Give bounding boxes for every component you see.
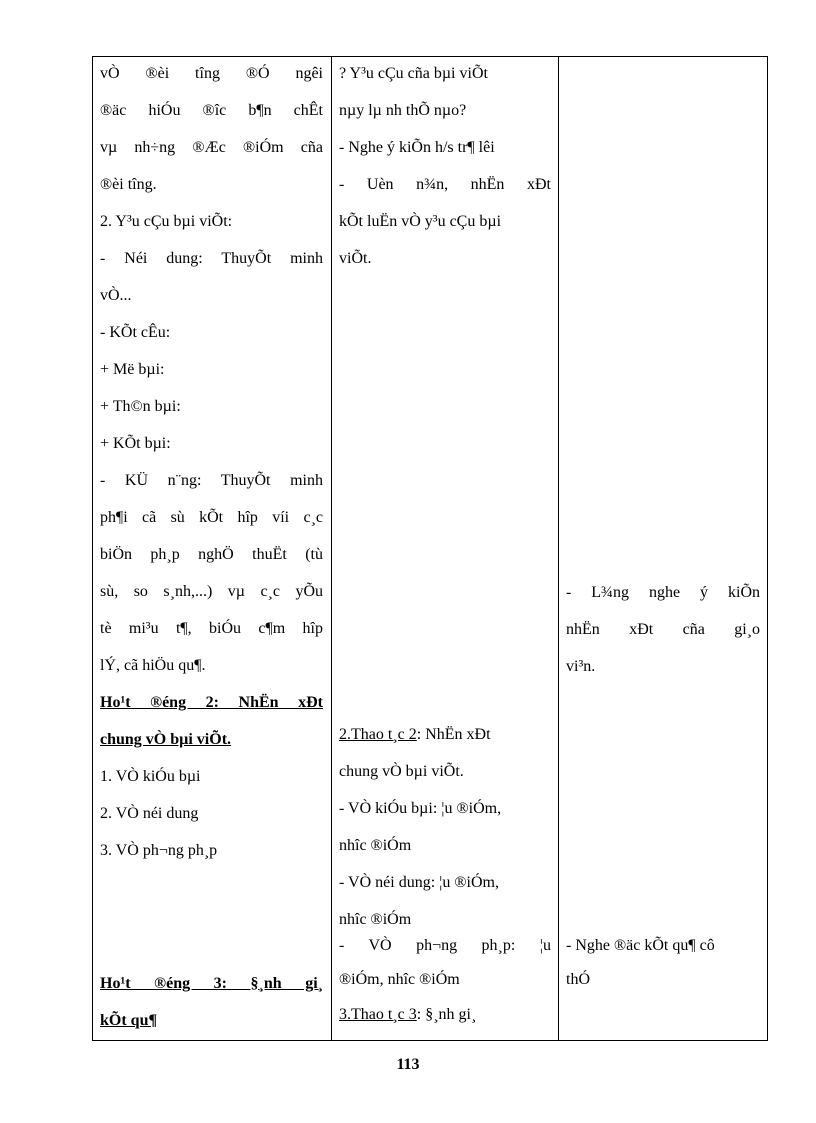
content-line: sù, so s¸nh,...) vµ c¸c yÕu <box>100 583 323 600</box>
content-line: ? Y³u cÇu cña bµi viÕt <box>339 65 488 82</box>
content-line: vÒ ®èi tîng ®Ó ngêi <box>100 65 323 82</box>
content-line: + Th©n bµi: <box>100 398 181 415</box>
activity-2-heading: Ho¹t ®éng 2: NhËn xÐt <box>100 694 323 711</box>
teacher-activity-column <box>331 57 559 1040</box>
content-line: thÓ <box>566 971 590 988</box>
step-3-rest: : §¸nh gi¸ <box>416 1006 477 1023</box>
activity-3-heading: kÕt qu¶ <box>100 1012 158 1029</box>
lesson-plan-table <box>92 56 768 1041</box>
content-line: ®èi tîng. <box>100 176 157 193</box>
page-number: 113 <box>396 1056 420 1073</box>
content-line: vi³n. <box>566 658 596 675</box>
content-line: - VÒ ph¬ng ph¸p: ¦u <box>339 937 551 954</box>
content-line: - Nghe ®äc kÕt qu¶ cô <box>566 937 715 954</box>
step-2-rest: : NhËn xÐt <box>416 726 491 743</box>
content-line: - KÕt cÊu: <box>100 324 171 341</box>
student-activity-column <box>558 57 768 1040</box>
list-item: 2. VÒ néi dung <box>100 805 199 822</box>
content-line: nhËn xÐt cña gi¸o <box>566 621 760 638</box>
content-line: ®iÓm, nhîc ®iÓm <box>339 971 460 988</box>
content-line: + KÕt bµi: <box>100 435 171 452</box>
content-line: - KÜ n¨ng: ThuyÕt minh <box>100 472 323 489</box>
content-line: 2. Y³u cÇu bµi viÕt: <box>100 213 233 230</box>
step-2-heading <box>339 725 551 745</box>
content-line: - VÒ kiÓu bµi: ¦u ®iÓm, <box>339 800 502 817</box>
list-item: 3. VÒ ph¬ng ph¸p <box>100 842 218 859</box>
content-line: lÝ, cã hiÖu qu¶. <box>100 657 206 674</box>
content-line: vÒ... <box>100 287 132 304</box>
content-line: nhîc ®iÓm <box>339 837 412 854</box>
list-item: 1. VÒ kiÓu bµi <box>100 768 201 785</box>
content-line: nhîc ®iÓm <box>339 911 412 928</box>
step-3-heading <box>339 1005 551 1025</box>
activity-3-heading: Ho¹t ®éng 3: §¸nh gi¸ <box>100 975 323 992</box>
content-line: vµ nh÷ng ®Æc ®iÓm cña <box>100 139 323 156</box>
content-line: - Nghe ý kiÕn h/s tr¶ lêi <box>339 139 495 156</box>
content-line: - VÒ néi dung: ¦u ®iÓm, <box>339 874 499 891</box>
content-line: ph¶i cã sù kÕt hîp víi c¸c <box>100 509 323 526</box>
activity-2-heading: chung vÒ bµi viÕt. <box>100 731 232 748</box>
content-line: viÕt. <box>339 250 372 267</box>
content-line: kÕt luËn vÒ y³u cÇu bµi <box>339 213 502 230</box>
content-line: + Më bµi: <box>100 361 165 378</box>
step-3-label: 3.Thao t¸c 3 <box>339 1006 417 1023</box>
content-line: nµy lµ nh thÕ nµo? <box>339 102 467 119</box>
content-line: chung vÒ bµi viÕt. <box>339 763 464 780</box>
content-line: tè mi³u t¶, biÓu c¶m hîp <box>100 620 323 637</box>
content-line: biÖn ph¸p nghÖ thuËt (tù <box>100 546 323 563</box>
step-2-label: 2.Thao t¸c 2 <box>339 726 417 743</box>
content-line: - Néi dung: ThuyÕt minh <box>100 250 323 267</box>
teacher-content-column <box>93 57 331 1040</box>
content-line: ®äc hiÓu ®îc b¶n chÊt <box>100 102 323 119</box>
content-line: - Uèn n¾n, nhËn xÐt <box>339 176 551 193</box>
content-line: - L¾ng nghe ý kiÕn <box>566 584 760 601</box>
